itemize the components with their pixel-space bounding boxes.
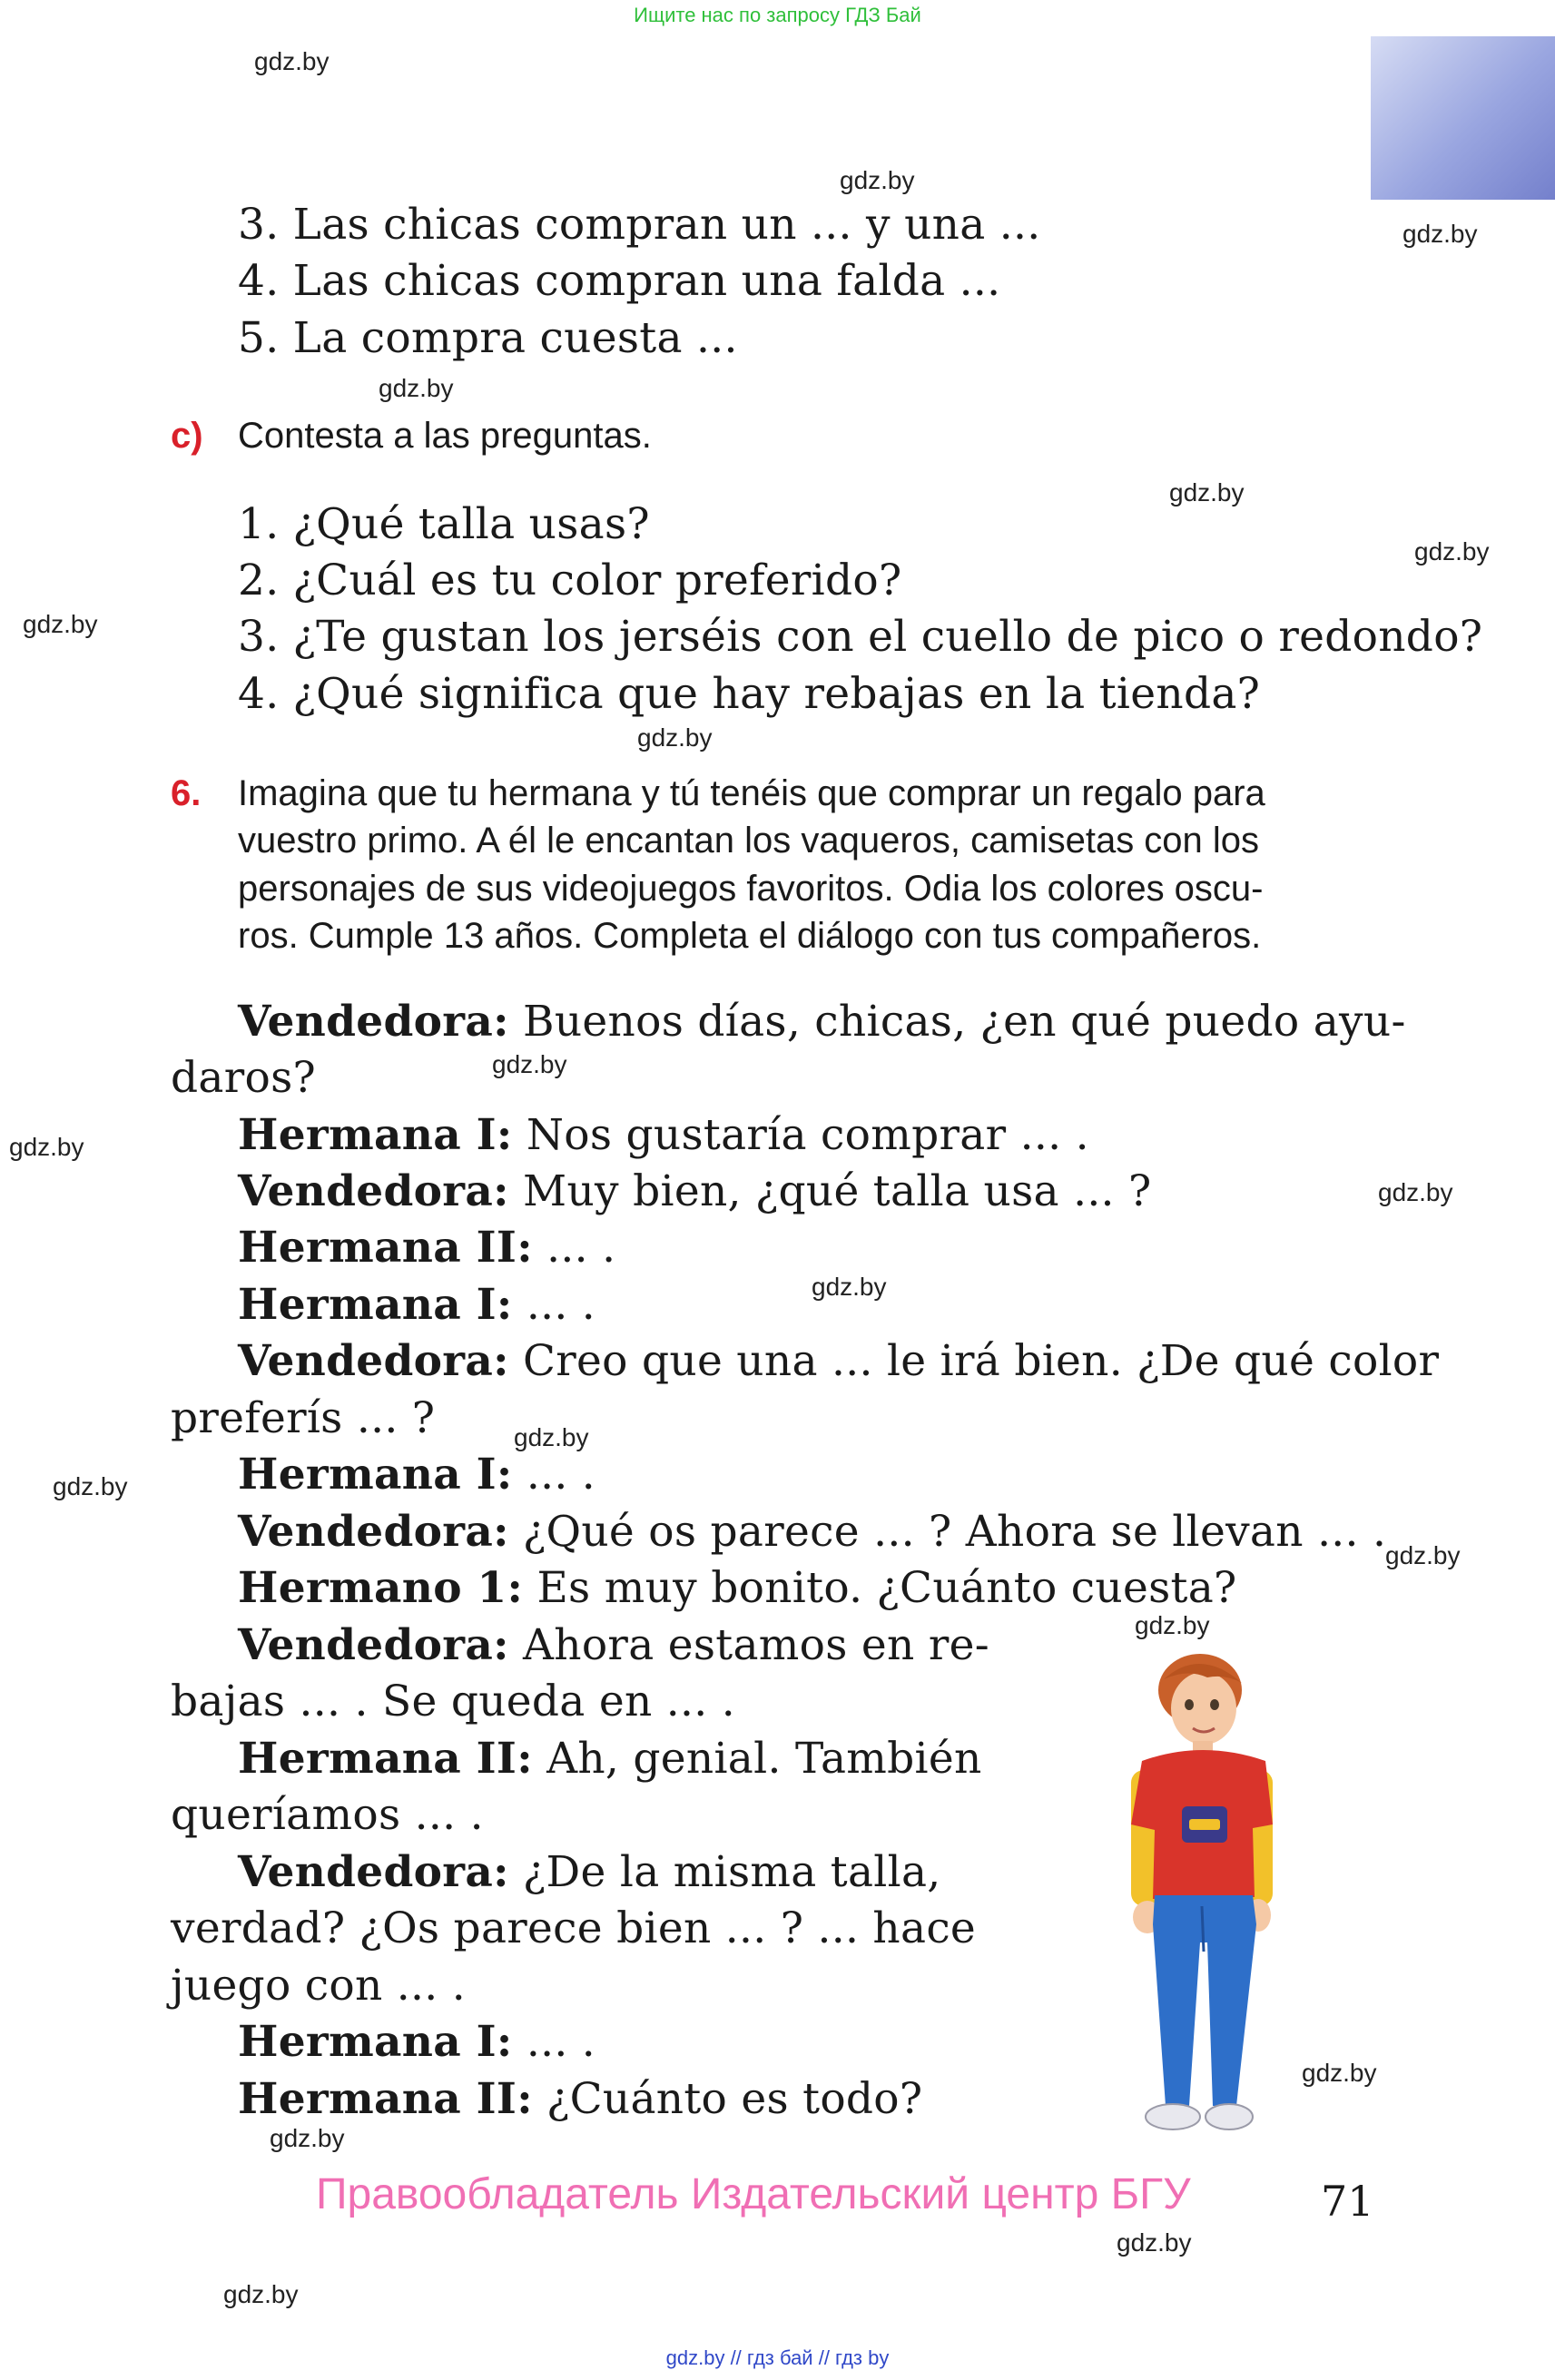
- watermark: gdz.by: [514, 1423, 589, 1451]
- watermark: gdz.by: [379, 374, 454, 402]
- dialogue-text: Ahora estamos en re-: [508, 1620, 989, 1670]
- watermark: gdz.by: [1414, 537, 1490, 565]
- speaker-name: Hermana I:: [238, 1280, 513, 1330]
- dialogue-line: [238, 1280, 595, 1330]
- speaker-name: Vendedora:: [238, 997, 509, 1047]
- dialogue-text: ¿Cuánto es todo?: [532, 2074, 923, 2124]
- task-label: 6.: [171, 773, 202, 813]
- dialogue-text: Muy bien, ¿qué talla usa ... ?: [508, 1166, 1152, 1216]
- task-text-line: ros. Cumple 13 años. Completa el diálogo con tus compañeros.: [238, 916, 1262, 956]
- task-text-line: Imagina que tu hermana y tú tenéis que comprar un regalo para: [238, 773, 1265, 813]
- dialogue-line: [238, 2074, 922, 2124]
- dialogue-line: [171, 1790, 484, 1840]
- dialogue-line: [238, 1507, 1386, 1557]
- page-number: 71: [1321, 2177, 1374, 2226]
- dialogue-text: Es muy bonito. ¿Cuánto cuesta?: [523, 1563, 1237, 1613]
- dialogue-text: Nos gustaría comprar ... .: [512, 1110, 1089, 1160]
- dialogue-line: [238, 1847, 941, 1897]
- watermark: gdz.by: [1169, 478, 1245, 506]
- dialogue-line: [238, 1620, 989, 1670]
- list-item: 3. ¿Te gustan los jerséis con el cuello de pico o redondo?: [238, 612, 1483, 662]
- dialogue-line: [171, 1393, 435, 1443]
- dialogue-line: [238, 1734, 982, 1784]
- watermark: gdz.by: [1378, 1178, 1453, 1206]
- dialogue-line: [171, 1903, 976, 1953]
- watermark: gdz.by: [812, 1273, 887, 1301]
- task-text-line: vuestro primo. A él le encantan los vaqueros, camisetas con los: [238, 821, 1260, 861]
- dialogue-text: juego con ... .: [171, 1961, 467, 2011]
- bottom-links[interactable]: gdz.by // гдз бай // гдз by: [665, 2346, 890, 2369]
- dialogue-line: [238, 1110, 1089, 1160]
- watermark: gdz.by: [1385, 1541, 1461, 1569]
- speaker-name: Vendedora:: [238, 1166, 509, 1216]
- corner-decoration: [1371, 36, 1555, 200]
- dialogue-line: [238, 1223, 615, 1273]
- dialogue-text: ¿Qué os parece ... ? Ahora se llevan ... .: [508, 1507, 1387, 1557]
- speaker-name: Hermana II:: [238, 1223, 533, 1273]
- dialogue-text: preferís ... ?: [171, 1393, 436, 1443]
- dialogue-text: verdad? ¿Os parece bien ... ? ... hace: [171, 1903, 977, 1953]
- dialogue-line: [238, 1166, 1152, 1216]
- watermark: gdz.by: [254, 47, 330, 75]
- watermark: gdz.by: [223, 2280, 299, 2308]
- dialogue-line: [238, 2017, 595, 2067]
- dialogue-line: [238, 1563, 1237, 1613]
- list-item: 1. ¿Qué talla usas?: [238, 499, 650, 549]
- dialogue-line: [238, 1336, 1439, 1386]
- speaker-name: Vendedora:: [238, 1507, 509, 1557]
- watermark: gdz.by: [53, 1472, 128, 1500]
- dialogue-text: daros?: [171, 1053, 316, 1103]
- dialogue-text: Ah, genial. También: [532, 1734, 982, 1784]
- speaker-name: Hermana II:: [238, 2074, 533, 2124]
- copyright-notice: Правообладатель Издательский центр БГУ: [316, 2170, 1191, 2218]
- speaker-name: Hermana I:: [238, 2017, 513, 2067]
- dialogue-text: ¿De la misma talla,: [508, 1847, 941, 1897]
- top-note[interactable]: Ищите нас по запросу ГДЗ Бай: [634, 4, 921, 26]
- watermark: gdz.by: [1117, 2228, 1192, 2257]
- speaker-name: Vendedora:: [238, 1620, 509, 1670]
- boy-illustration: [1117, 1652, 1280, 2142]
- dialogue-text: bajas ... . Se queda en ... .: [171, 1677, 735, 1726]
- list-item: 4. ¿Qué significa que hay rebajas en la tienda?: [238, 669, 1261, 719]
- dialogue-text: queríamos ... .: [171, 1790, 484, 1840]
- watermark: gdz.by: [270, 2124, 345, 2152]
- list-item: 2. ¿Cuál es tu color preferido?: [238, 556, 902, 605]
- speaker-name: Vendedora:: [238, 1336, 509, 1386]
- task-label: c): [171, 416, 203, 456]
- speaker-name: Hermana I:: [238, 1110, 513, 1160]
- speaker-name: Hermana I:: [238, 1450, 513, 1500]
- dialogue-line: [238, 997, 1406, 1047]
- task-instruction: Contesta a las preguntas.: [238, 416, 652, 456]
- list-item: 3. Las chicas compran un ... y una ...: [238, 200, 1041, 250]
- watermark: gdz.by: [9, 1133, 84, 1161]
- dialogue-text: ... .: [512, 2017, 596, 2067]
- watermark: gdz.by: [1402, 220, 1478, 248]
- speaker-name: Hermana II:: [238, 1734, 533, 1784]
- list-item: 4. Las chicas compran una falda ...: [238, 256, 1001, 306]
- dialogue-text: Buenos días, chicas, ¿en qué puedo ayu-: [508, 997, 1406, 1047]
- dialogue-line: [171, 1961, 466, 2011]
- watermark: gdz.by: [840, 166, 915, 194]
- list-item: 5. La compra cuesta ...: [238, 313, 738, 363]
- speaker-name: Vendedora:: [238, 1847, 509, 1897]
- dialogue-line: [171, 1677, 735, 1726]
- dialogue-line: [238, 1450, 595, 1500]
- dialogue-text: ... .: [532, 1223, 616, 1273]
- task-text-line: personajes de sus videojuegos favoritos. Odia los colores oscu-: [238, 869, 1264, 909]
- dialogue-line: [171, 1053, 316, 1103]
- dialogue-text: Creo que una ... le irá bien. ¿De qué color: [508, 1336, 1440, 1386]
- watermark: gdz.by: [492, 1050, 567, 1078]
- watermark: gdz.by: [1135, 1611, 1210, 1639]
- speaker-name: Hermano 1:: [238, 1563, 524, 1613]
- watermark: gdz.by: [1302, 2059, 1377, 2087]
- watermark: gdz.by: [637, 723, 713, 752]
- dialogue-text: ... .: [512, 1280, 596, 1330]
- dialogue-text: ... .: [512, 1450, 596, 1500]
- watermark: gdz.by: [23, 610, 98, 638]
